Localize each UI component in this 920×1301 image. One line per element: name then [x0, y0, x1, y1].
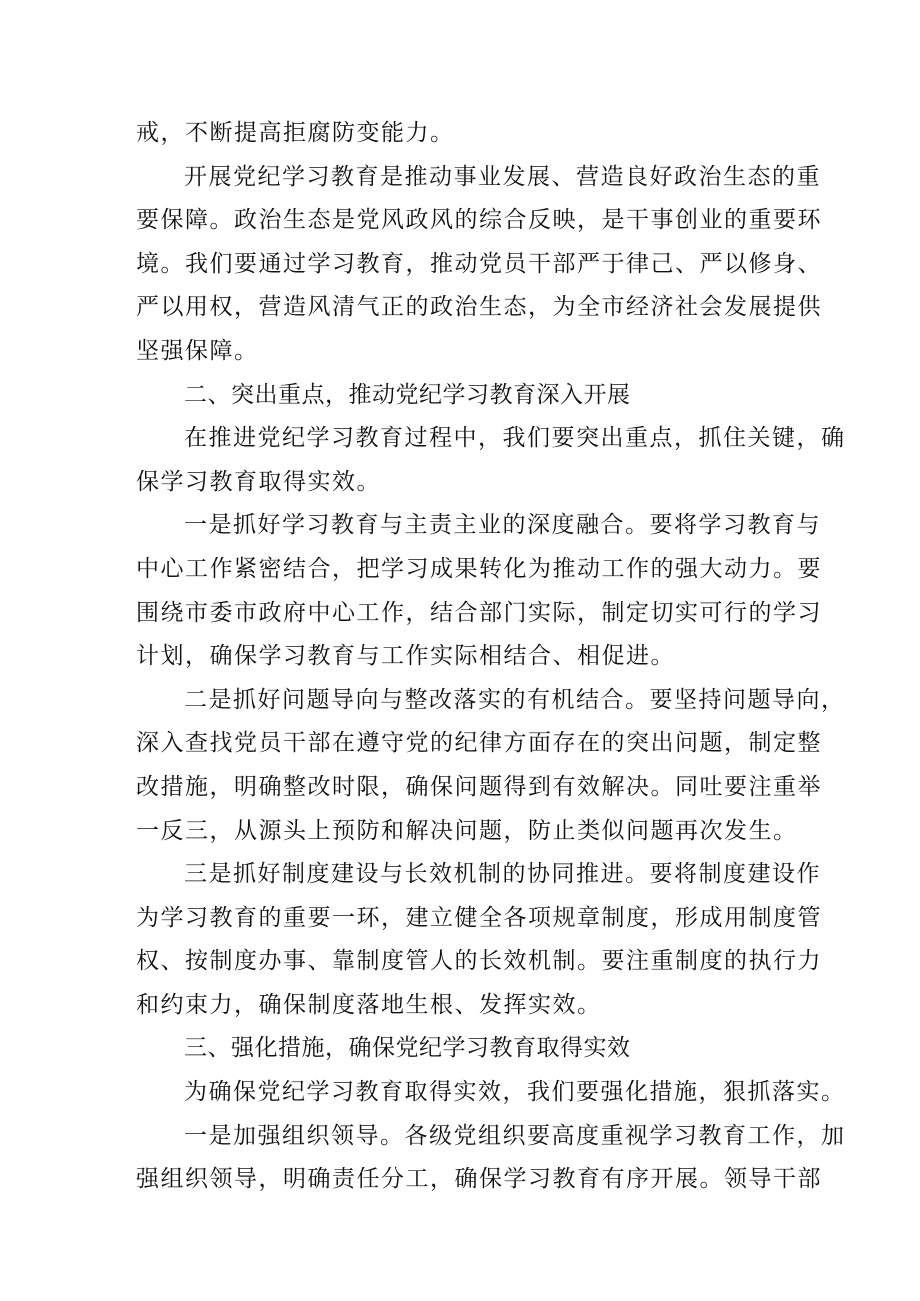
- paragraph-line: 要保障。政治生态是党风政风的综合反映，是干事创业的重要环: [136, 207, 822, 234]
- paragraph-line: 和约束力，确保制度落地生根、发挥实效。: [136, 991, 602, 1018]
- paragraph-line: 权、按制度办事、靠制度管人的长效机制。要注重制度的执行力: [136, 948, 822, 975]
- paragraph-line: 戒，不断提高拒腐防变能力。: [136, 120, 455, 146]
- paragraph-line: 深入查找党员干部在遵守党的纪律方面存在的突出问题，制定整: [136, 730, 822, 757]
- paragraph-line: 围绕市委市政府中心工作，结合部门实际，制定切实可行的学习: [136, 599, 822, 626]
- paragraph-line: 一是抓好学习教育与主责主业的深度融合。要将学习教育与: [184, 512, 821, 539]
- paragraph-line: 为确保党纪学习教育取得实效，我们要强化措施，狠抓落实。: [184, 1079, 846, 1106]
- paragraph-line: 开展党纪学习教育是推动事业发展、营造良好政治生态的重: [184, 163, 821, 190]
- paragraph-line: 二是抓好问题导向与整改落实的有机结合。要坚持问题导向，: [184, 686, 846, 713]
- document-body: [136, 112, 846, 1202]
- section-heading: 三、强化措施，确保党纪学习教育取得实效: [184, 1035, 631, 1062]
- paragraph-line: 在推进党纪学习教育过程中，我们要突出重点，抓住关键，确: [184, 425, 846, 452]
- paragraph-line: 计划，确保学习教育与工作实际相结合、相促进。: [136, 643, 675, 670]
- section-heading: 二、突出重点，推动党纪学习教育深入开展: [184, 381, 631, 408]
- paragraph-line: 中心工作紧密结合，把学习成果转化为推动工作的强大动力。要: [136, 555, 822, 582]
- paragraph-line: 严以用权，营造风清气正的政治生态，为全市经济社会发展提供: [136, 294, 822, 321]
- paragraph-line: 一反三，从源头上预防和解决问题，防止类似问题再次发生。: [136, 817, 798, 844]
- paragraph-line: 三是抓好制度建设与长效机制的协同推进。要将制度建设作: [184, 861, 821, 888]
- paragraph-line: 改措施，明确整改时限，确保问题得到有效解决。同吐要注重举: [136, 773, 822, 800]
- paragraph-line: 强组织领导，明确责任分工，确保学习教育有序开展。领导干部: [136, 1166, 822, 1193]
- paragraph-line: 为学习教育的重要一环，建立健全各项规章制度，形成用制度管: [136, 904, 822, 931]
- paragraph-line: 境。我们要通过学习教育，推动党员干部严于律己、严以修身、: [136, 250, 822, 277]
- paragraph-line: 一是加强组织领导。各级党组织要高度重视学习教育工作，加: [184, 1122, 846, 1149]
- paragraph-line: 保学习教育取得实效。: [136, 468, 381, 495]
- paragraph-line: 坚强保障。: [136, 337, 259, 364]
